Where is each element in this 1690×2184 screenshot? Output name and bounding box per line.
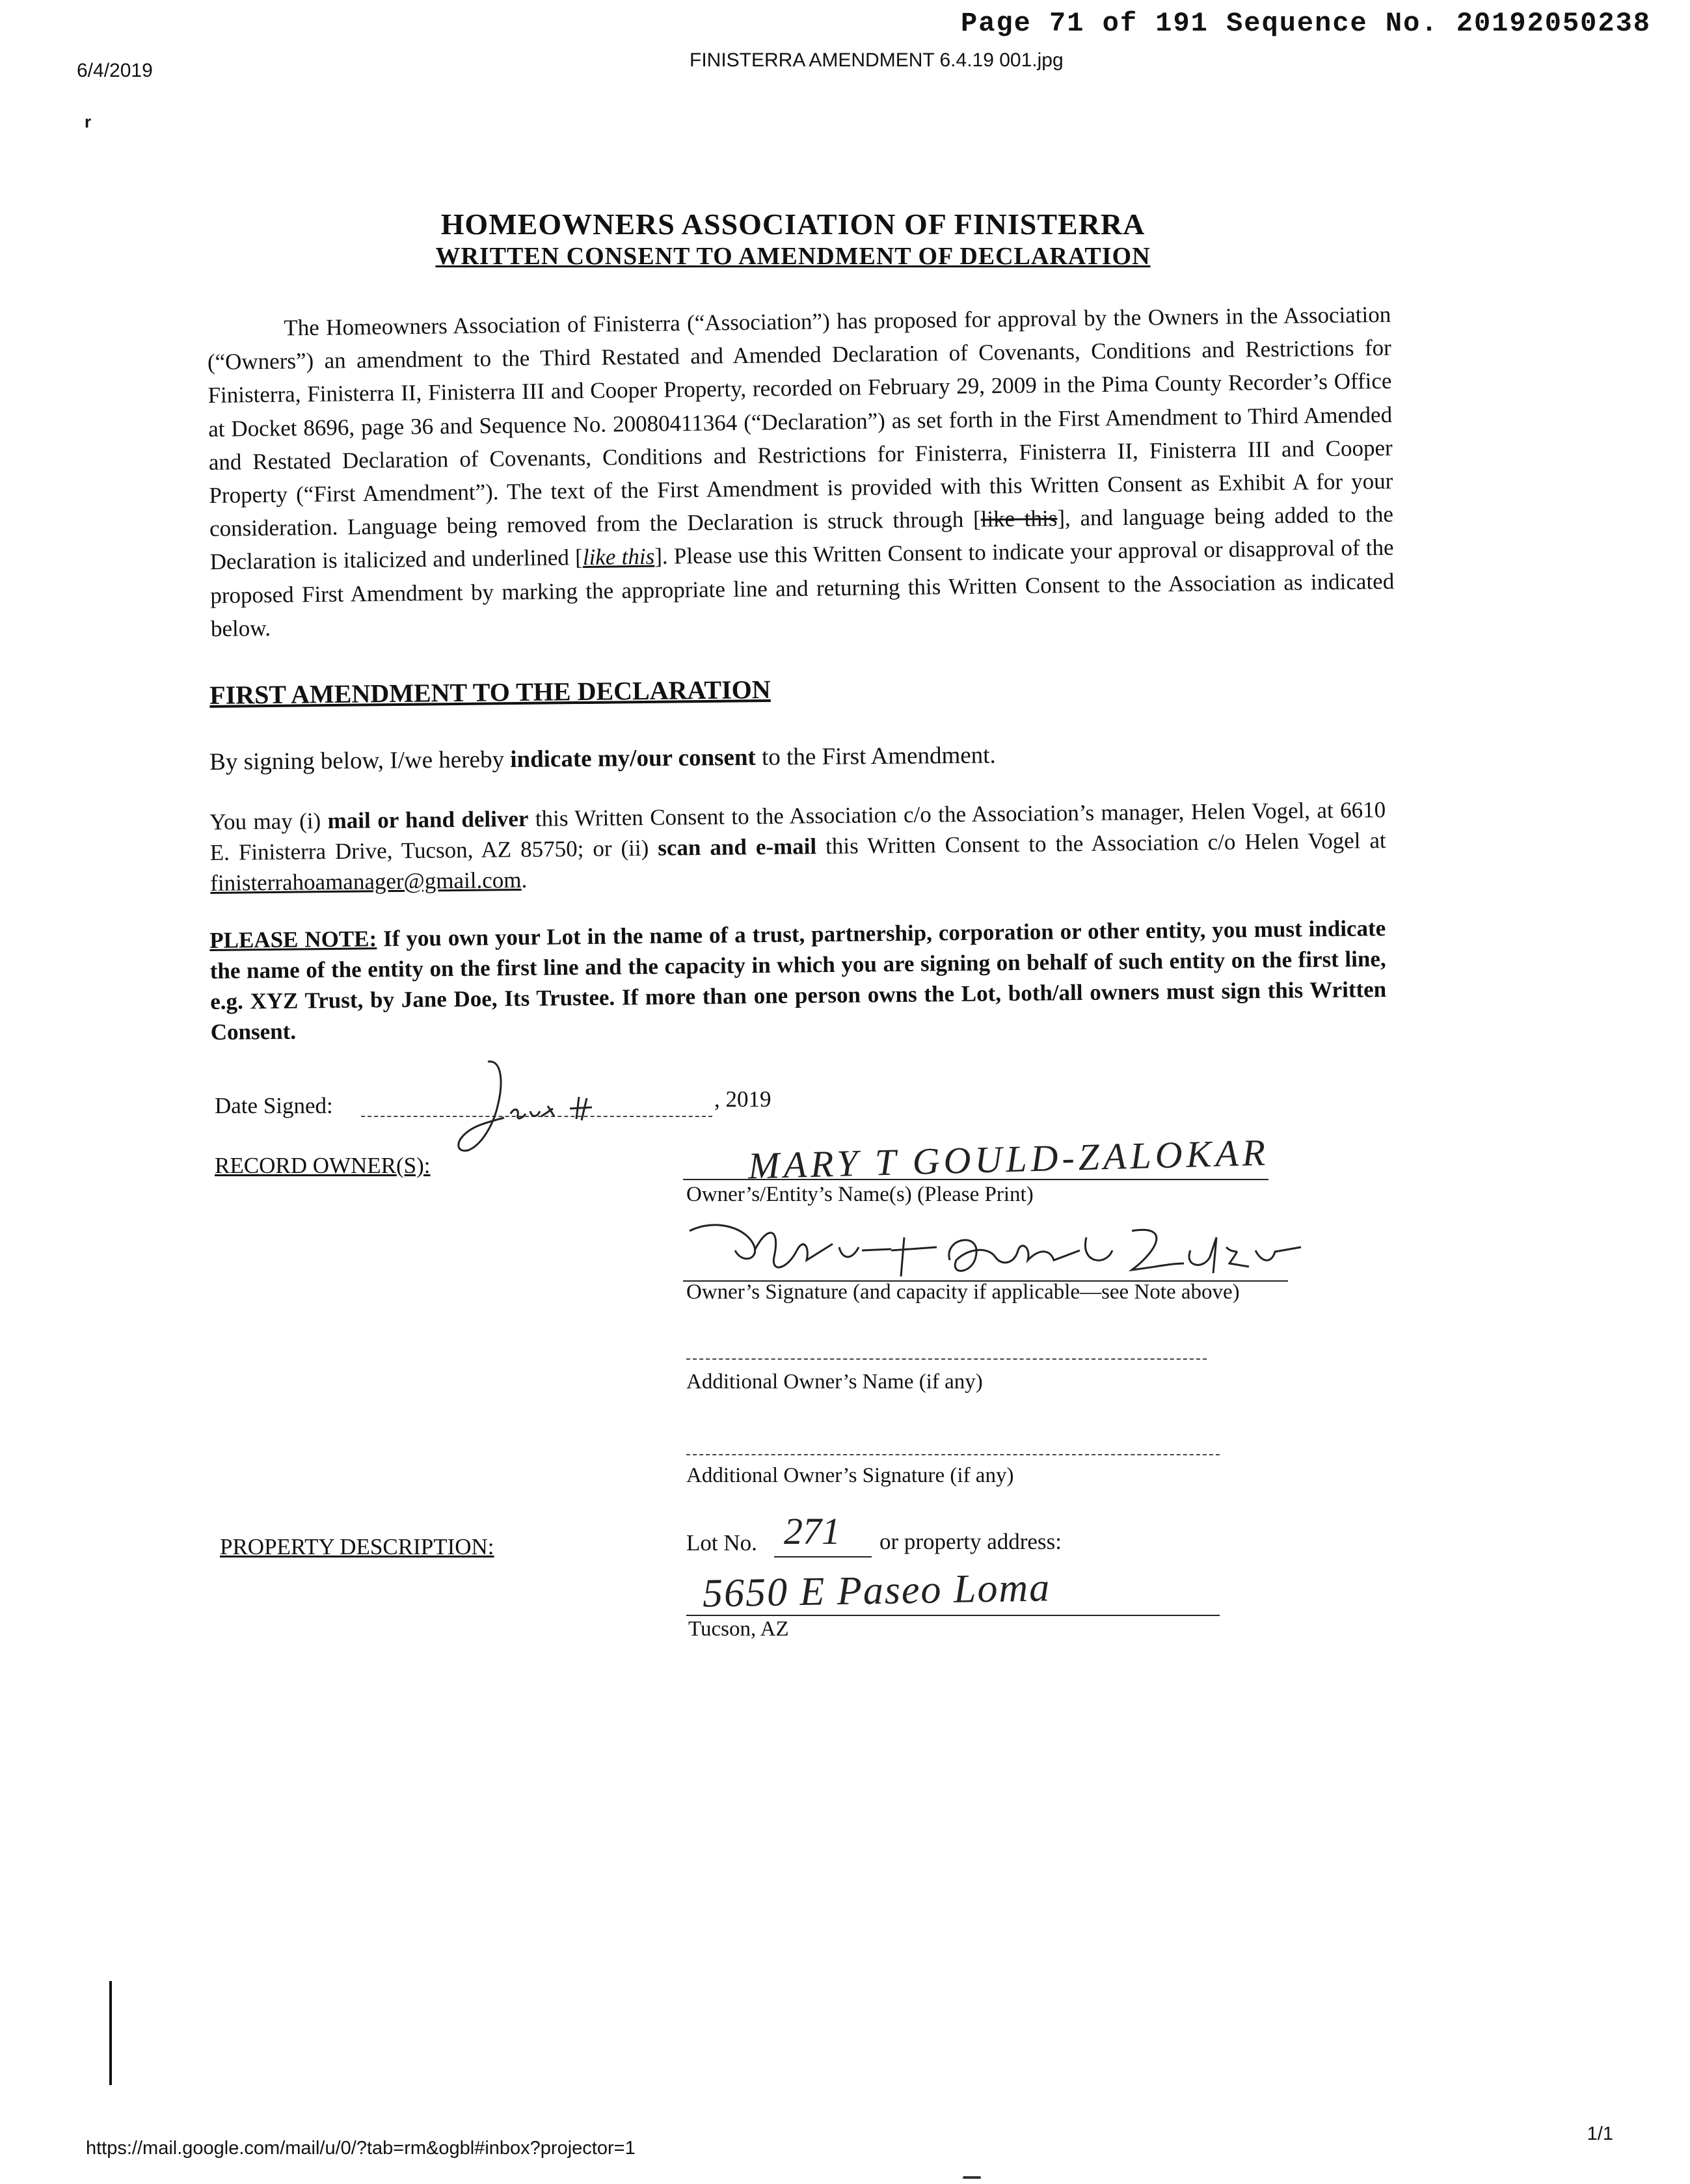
italic-example: like this xyxy=(582,544,655,571)
stray-mark: r xyxy=(85,112,92,131)
lot-number-line xyxy=(774,1556,872,1557)
consent-text-post: to the First Amendment. xyxy=(755,742,996,771)
consent-statement xyxy=(209,741,996,776)
document-title: HOMEOWNERS ASSOCIATION OF FINISTERRA xyxy=(440,208,1146,241)
sequence-header: Page 71 of 191 Sequence No. 20192050238 xyxy=(961,8,1651,39)
print-file-name: FINISTERRA AMENDMENT 6.4.19 001.jpg xyxy=(690,49,1064,71)
consent-text-pre: By signing below, I/we hereby xyxy=(209,746,511,775)
lot-number-handwritten: 271 xyxy=(784,1510,840,1552)
intro-text-2: ], and language being added to the Declaration is italicized and underlined [ xyxy=(209,501,1394,575)
footer-url: https://mail.google.com/mail/u/0/?tab=rm&ogbl#inbox?projector=1 xyxy=(86,2138,636,2159)
margin-mark xyxy=(109,1981,112,2085)
property-address-handwritten: 5650 E Paseo Loma xyxy=(702,1565,1051,1616)
document-subtitle: WRITTEN CONSENT TO AMENDMENT OF DECLARATION xyxy=(435,243,1151,270)
intro-text-3: ]. Please use this Written Consent to indicate your approval or disapproval of the proposed First Amendment by marking the appropriate line and returning this Written Consent to the Association as indicated below. xyxy=(210,535,1395,641)
strike-example: like this xyxy=(980,506,1058,532)
additional-owner-signature-caption: Additional Owner’s Signature (if any) xyxy=(686,1464,1014,1487)
property-address-label: or property address: xyxy=(879,1529,1062,1554)
additional-owner-name-line xyxy=(686,1358,1207,1360)
intro-text-1: The Homeowners Association of Finisterra (“Association”) has proposed for approval by the Owners in the Association (“Owners”) an amendment to the Third Restated and Amended Declaration of Covenants, Conditions and Restrictions for Finisterra, Finisterra II, Finisterra III and Cooper Property, recorded on February 29, 2009 in the Pima County Recorder’s Office at Docket 8696, page 36 and Sequence No. 20080411364 (“Declaration”) as set forth in the First Amendment to Third Amended and Restated Declaration of Covenants, Conditions and Restrictions for Finisterra, Finisterra II, Finisterra III and Cooper Property (“First Amendment”). The text of the First Amendment is provided with this Written Consent as Exhibit A for your consideration. Language being removed from the Declaration is struck through [ xyxy=(207,301,1393,542)
owner-name-handwritten: MARY T GOULD-ZALOKAR xyxy=(747,1131,1270,1187)
owner-signature-caption: Owner’s Signature (and capacity if applicable—see Note above) xyxy=(686,1280,1240,1304)
date-handwritten xyxy=(442,1054,651,1158)
footer-page-count: 1/1 xyxy=(1587,2123,1613,2144)
delivery-text-f: . xyxy=(521,867,528,893)
delivery-text-e: this Written Consent to the Association c/o Helen Vogel at xyxy=(816,828,1386,859)
date-signed-label: Date Signed: xyxy=(215,1093,333,1118)
owner-name-caption: Owner’s/Entity’s Name(s) (Please Print) xyxy=(686,1183,1034,1206)
section-title: FIRST AMENDMENT TO THE DECLARATION xyxy=(209,674,771,710)
intro-paragraph xyxy=(207,298,1395,645)
scan-speck xyxy=(963,2176,981,2179)
consent-text-bold: indicate my/our consent xyxy=(510,744,756,773)
delivery-instructions xyxy=(209,794,1386,898)
delivery-text-c: this Written Consent to the Association c/o the Association’s manager, Helen Vogel, at 6610 E. Finisterra Drive, Tucson, AZ 85750; or (ii) xyxy=(209,797,1386,865)
city-state-label: Tucson, AZ xyxy=(688,1617,789,1641)
date-year: , 2019 xyxy=(714,1086,771,1112)
record-owner-label: RECORD OWNER(S): xyxy=(215,1153,431,1178)
note-text: If you own your Lot in the name of a trust, partnership, corporation or other entity, you must indicate the name of the entity on the first line and the capacity in which you are signing on behalf of such entity on the first line, e.g. XYZ Trust, by Jane Doe, Its Trustee. If more than one person owns the Lot, both/all owners must sign this Written Consent. xyxy=(209,915,1387,1045)
delivery-text-b: mail or hand deliver xyxy=(327,805,529,834)
print-date: 6/4/2019 xyxy=(77,60,153,81)
lot-number-label: Lot No. xyxy=(686,1530,757,1556)
note-label: PLEASE NOTE: xyxy=(209,926,377,953)
property-description-label: PROPERTY DESCRIPTION: xyxy=(220,1534,494,1559)
additional-owner-signature-line xyxy=(686,1454,1220,1455)
delivery-text-a: You may (i) xyxy=(209,808,328,835)
please-note-paragraph xyxy=(209,913,1387,1047)
manager-email: finisterrahoamanager@gmail.com xyxy=(210,867,522,896)
property-address-line xyxy=(686,1615,1220,1616)
delivery-text-d: scan and e-mail xyxy=(658,833,817,861)
additional-owner-name-caption: Additional Owner’s Name (if any) xyxy=(686,1370,983,1394)
